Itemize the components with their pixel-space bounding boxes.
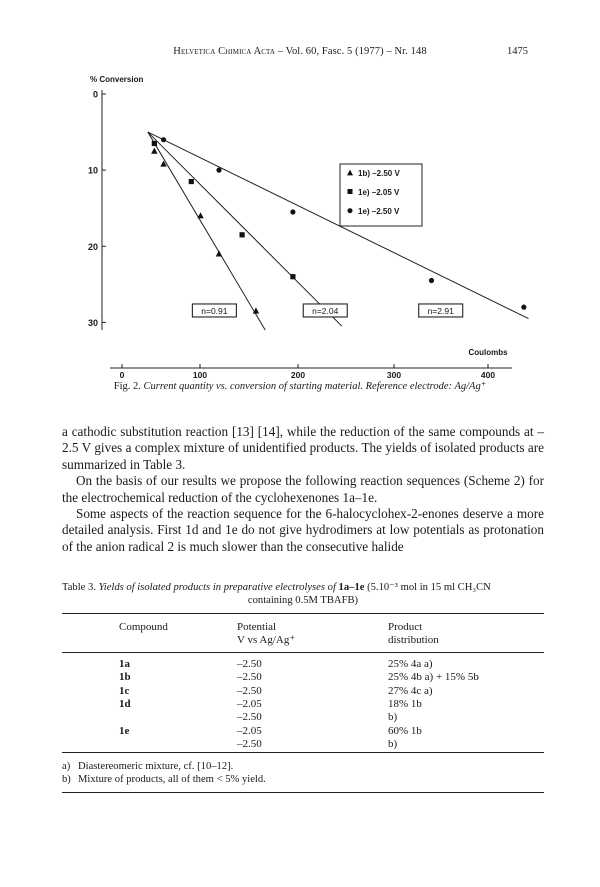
cell-product: b) bbox=[388, 737, 398, 750]
data-point-square bbox=[239, 232, 244, 237]
paragraph: Some aspects of the reaction sequence for the 6-halocyclohex-2-enones deserve a more detailed analysis. First 1d and 1e do not give hydrodimers at low potentials as protonation of the anion radical 2 is much slower than the consecutive halide bbox=[62, 506, 544, 554]
cell-compound: 1e bbox=[119, 724, 130, 737]
issue-info: – Vol. 60, Fasc. 5 (1977) – Nr. 148 bbox=[275, 46, 427, 57]
cell-potential: –2.05 bbox=[237, 697, 262, 710]
x-tick-label: 300 bbox=[386, 370, 402, 380]
data-point-triangle bbox=[216, 250, 222, 256]
col-header-compound: Compound bbox=[119, 621, 168, 633]
y-tick-label: 0 bbox=[92, 89, 98, 100]
cell-potential: –2.50 bbox=[237, 658, 262, 670]
data-point-circle bbox=[429, 278, 434, 283]
table-header-rule bbox=[62, 652, 544, 653]
running-header bbox=[0, 46, 600, 62]
data-point-square bbox=[152, 141, 157, 146]
legend-label: 1e) –2.50 V bbox=[358, 207, 400, 216]
table-row bbox=[62, 671, 544, 684]
cell-potential: –2.50 bbox=[237, 684, 262, 697]
data-point-circle bbox=[216, 168, 221, 173]
series-line bbox=[148, 132, 529, 319]
table-footnotes bbox=[62, 760, 544, 786]
cell-product: 25% 4b a) + 15% 5b bbox=[388, 671, 479, 684]
table-row bbox=[62, 711, 544, 724]
cell-compound: 1a bbox=[119, 658, 130, 670]
col-header-potential: Potential bbox=[237, 621, 277, 633]
table-bottom-rule bbox=[62, 752, 544, 753]
y-tick-label: 30 bbox=[87, 317, 98, 328]
table-caption-compounds: 1a–1e bbox=[338, 582, 365, 593]
paragraph: a cathodic substitution reaction [13] [14], while the reduction of the same compounds at –2.5 V gives a complex mixture of unidentified products. The yields of isolated products are summarized in Table 3. bbox=[62, 424, 544, 472]
legend-label: 1e) –2.05 V bbox=[358, 188, 400, 197]
cell-product: 18% 1b bbox=[388, 697, 422, 710]
cell-potential: –2.50 bbox=[237, 711, 262, 724]
data-point-square bbox=[189, 179, 194, 184]
y-tick-label: 20 bbox=[87, 241, 98, 252]
cell-product: b) bbox=[388, 711, 398, 724]
x-tick-label: 200 bbox=[290, 370, 306, 380]
table-row bbox=[62, 738, 544, 751]
table-row bbox=[62, 698, 544, 711]
table-caption-text: Yields of isolated products in preparative electrolyses of bbox=[98, 582, 336, 593]
body-text bbox=[62, 424, 544, 555]
cell-compound: 1d bbox=[119, 697, 131, 710]
cell-compound: 1b bbox=[119, 671, 131, 684]
journal-name: Helvetica Chimica Acta bbox=[173, 46, 276, 57]
data-point-circle bbox=[521, 305, 526, 310]
y-tick-label: 10 bbox=[87, 165, 98, 176]
legend-label: 1b) –2.50 V bbox=[358, 169, 400, 178]
n-label: n=2.04 bbox=[312, 306, 339, 317]
col-header-distribution: distribution bbox=[388, 634, 439, 646]
cell-product: 27% 4c a) bbox=[388, 684, 433, 697]
x-tick-label: 0 bbox=[119, 370, 125, 380]
col-header-potential-unit: V vs Ag/Ag⁺ bbox=[237, 634, 296, 646]
table-caption-line2: containing 0.5M TBAFB) bbox=[247, 595, 359, 606]
page-number: 1475 bbox=[507, 46, 528, 57]
cell-product: 60% 1b bbox=[388, 724, 422, 737]
paragraph: On the basis of our results we propose the following reaction sequences (Scheme 2) for the electrochemical reduction of the cyclohexenones 1a–1e. bbox=[62, 473, 544, 505]
cell-product: 25% 4a a) bbox=[388, 658, 433, 670]
y-axis-title: % Conversion bbox=[90, 75, 144, 84]
data-point-circle bbox=[161, 137, 166, 142]
footnote-text: Mixture of products, all of them < 5% yield. bbox=[78, 774, 266, 785]
legend-marker-circle bbox=[348, 208, 353, 213]
series-line bbox=[148, 132, 342, 326]
data-point-circle bbox=[290, 209, 295, 214]
col-header-product: Product bbox=[388, 621, 423, 633]
data-point-triangle bbox=[151, 147, 157, 153]
n-label: n=0.91 bbox=[201, 306, 228, 317]
conversion-chart bbox=[0, 68, 600, 380]
cell-compound: 1c bbox=[119, 684, 130, 697]
legend-marker-square bbox=[348, 189, 353, 194]
footnote-end-rule bbox=[62, 792, 544, 793]
footnote bbox=[62, 773, 544, 786]
footnote-text: Diastereomeric mixture, cf. [10–12]. bbox=[78, 761, 234, 772]
data-point-triangle bbox=[197, 212, 203, 218]
footnote bbox=[62, 760, 544, 773]
table-row bbox=[62, 658, 544, 671]
n-label: n=2.91 bbox=[427, 306, 454, 317]
cell-potential: –2.05 bbox=[237, 724, 262, 737]
figure-caption-text: Current quantity vs. conversion of starting material. Reference electrode: Ag/Ag⁺ bbox=[143, 381, 487, 392]
cell-potential: –2.50 bbox=[237, 737, 262, 750]
cell-potential: –2.50 bbox=[237, 671, 262, 684]
table-top-rule bbox=[62, 613, 544, 614]
x-tick-label: 100 bbox=[192, 370, 208, 380]
footnote-mark: a) bbox=[62, 761, 71, 772]
table-caption-conditions: (5.10⁻³ mol in 15 ml CH₃CN bbox=[367, 582, 491, 593]
table-row bbox=[62, 685, 544, 698]
series-line bbox=[148, 132, 265, 330]
footnote-mark: b) bbox=[62, 774, 71, 785]
data-point-square bbox=[290, 274, 295, 279]
table-row bbox=[62, 725, 544, 738]
figure-caption bbox=[0, 380, 600, 392]
figure-caption-label: Fig. 2. bbox=[113, 381, 141, 392]
x-axis-title: Coulombs bbox=[468, 348, 508, 357]
table-caption-label: Table 3. bbox=[62, 582, 96, 593]
table-caption bbox=[62, 581, 544, 607]
x-tick-label: 400 bbox=[480, 370, 496, 380]
